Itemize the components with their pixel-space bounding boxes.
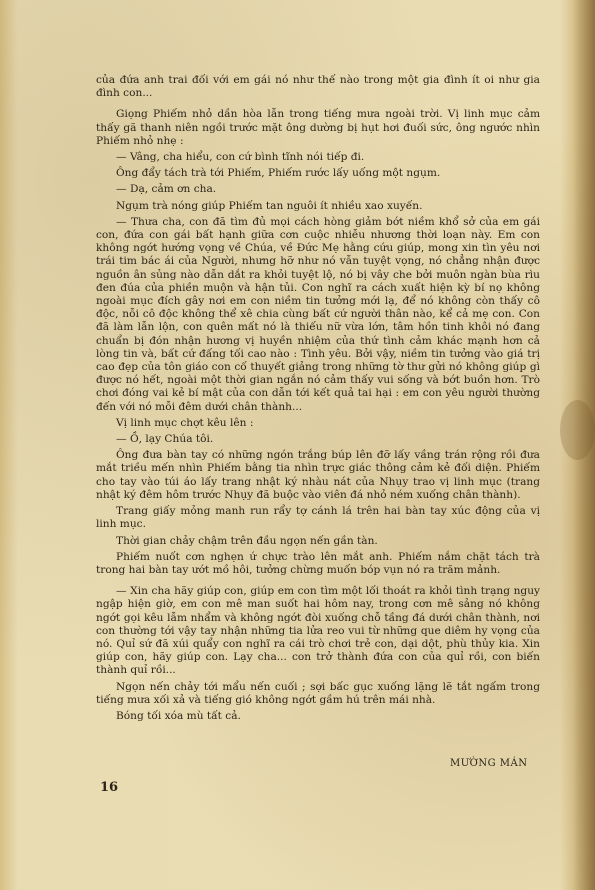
paragraph: Ngọn nến chảy tới mẩu nến cuối ; sợi bấc gục xuống lặng lẽ tắt ngấm trong tiếng mưa xối xả và tiếng gió không ngớt gầm hú trên mái nhà. [96, 680, 540, 706]
paragraph: — Vâng, cha hiểu, con cứ bình tĩnh nói tiếp đi. [116, 151, 365, 164]
paragraph: Ngụm trà nóng giúp Phiếm tan nguôi ít nhiều xao xuyến. [116, 199, 423, 212]
paragraph: Ông đưa bàn tay có những ngón trắng búp lên đỡ lấy vầng trán rộng rồi đưa mắt triều mến nhìn Phiếm bằng tia nhìn trực giác thông cảm kẻ đối diện. Phiếm cho tay vào túi áo lấy trang nhật ký nhàu nát của Nhụy trao vị linh mục (trang nhật ký đêm hôm trước Nhụy đã buộc vào viên đá nhỏ ném xuống chân thành). [96, 449, 540, 501]
author-signature: MƯỜNG MÁN [450, 758, 528, 769]
story-text [96, 74, 540, 726]
paper-stain [560, 400, 595, 460]
paragraph: Bóng tối xóa mù tất cả. [116, 709, 241, 722]
paragraph: — Dạ, cảm ơn cha. [116, 183, 217, 196]
paragraph: Phiếm nuốt cơn nghẹn ứ chực trào lên mắt anh. Phiếm nắm chặt tách trà trong hai bàn tay ướt mồ hôi, tưởng chừng muốn bóp vụn nó ra trăm mảnh. [96, 550, 540, 576]
paragraph: — Xin cha hãy giúp con, giúp em con tìm một lối thoát ra khỏi tình trạng nguy ngập hiện giờ, em con mê man suốt hai hôm nay, trong cơn mê sảng nó không ngớt gọi kêu lẫm nhẩm và không ngớt đòi xuống chỗ tầng đá dưới chân thành, nơi con thường tới vậy tay nhận những tia lửa reo vui từ những que diêm hy vọng của nó. Quỉ sứ đã xúi quẩy con nghĩ ra cái trò chơi trẻ con, dại dột, phù thủy kia. Xin giúp con, hãy giúp con. Lạy cha... con trở thành đứa con của quỉ rồi, con biến thành quỉ rồi... [96, 585, 540, 677]
paragraph: Vị linh mục chợt kêu lên : [116, 416, 254, 429]
paragraph: — Thưa cha, con đã tìm đủ mọi cách hòng giảm bớt niềm khổ sở của em gái con, đứa con gái bất hạnh giữa cơn cuộc nhiễu nhương thời loạn này. Em con không ngớt hướng vọng về Chúa, về Đức Mẹ hằng cứu giúp, mong xin tìn yêu nơi trái tim bác ái của Người, nhưng hỡ như nó vẫn tuyệt vọng, nó chẳng nhận được nguồn ân sủng nào dẫn dắt ra khỏi tuyệt lộ, nó bị vây che bởi muôn ngàn bùa rìu đen đúa của phiền muộn và hận tủi. Con nghĩ ra cách xuất hiện kỳ bí nọ không ngoài mục đích gây nơi em con niềm tin tưởng mới lạ, để nó không còn thấy cô độc, nỗi cô độc không thể xê chia cùng bất cứ người thân nào, kể cả mẹ con. Con đã làm lẫn lộn, con quên mất nó là thiếu nữ vừa lớn, tâm hồn tinh khôi nó đang chuẩn bị đón nhận hương vị huyền nhiệm của thứ tình cảm khác mạnh hơn cả lòng tin và, bất cứ đấng tối cao nào : Tình yêu. Bởi vậy, niềm tin tưởng vào giá trị cao đẹp của tôn giáo con cố thuyết giảng trong những tờ thư gửi nó không giúp gì được nó hết, ngoài một thời gian ngắn nó cảm thấy vui sống và bớt buồn hơn. Trò chơi đóng vai kẻ bí mật của con dẫn tới kết quả tai hại : em con yêu người thường đến với nó mỗi đêm dưới chân thành... [96, 215, 540, 413]
paragraph: Ông đẩy tách trà tới Phiếm, Phiếm rước lấy uống một ngụm. [116, 167, 441, 180]
paragraph: Giọng Phiếm nhỏ dần hòa lẫn trong tiếng mưa ngoài trời. Vị linh mục cảm thấy gã thanh niên ngồi trước mặt ông dường bị hụt hơi đuối sức, ông ngước nhìn Phiếm nhỏ nhẹ : [96, 108, 540, 147]
paragraph: — Ồ, lạy Chúa tôi. [116, 433, 214, 446]
paragraph: Trang giấy mỏng manh run rẩy tợ cánh lá trên hai bàn tay xúc động của vị linh mục. [96, 505, 540, 531]
paragraph: Thời gian chảy chậm trên đầu ngọn nến gần tàn. [116, 534, 378, 547]
paragraph: của đứa anh trai đối với em gái nó như thế nào trong một gia đình ít oi như gia đình con... [96, 74, 540, 100]
page-number: 16 [100, 780, 119, 795]
